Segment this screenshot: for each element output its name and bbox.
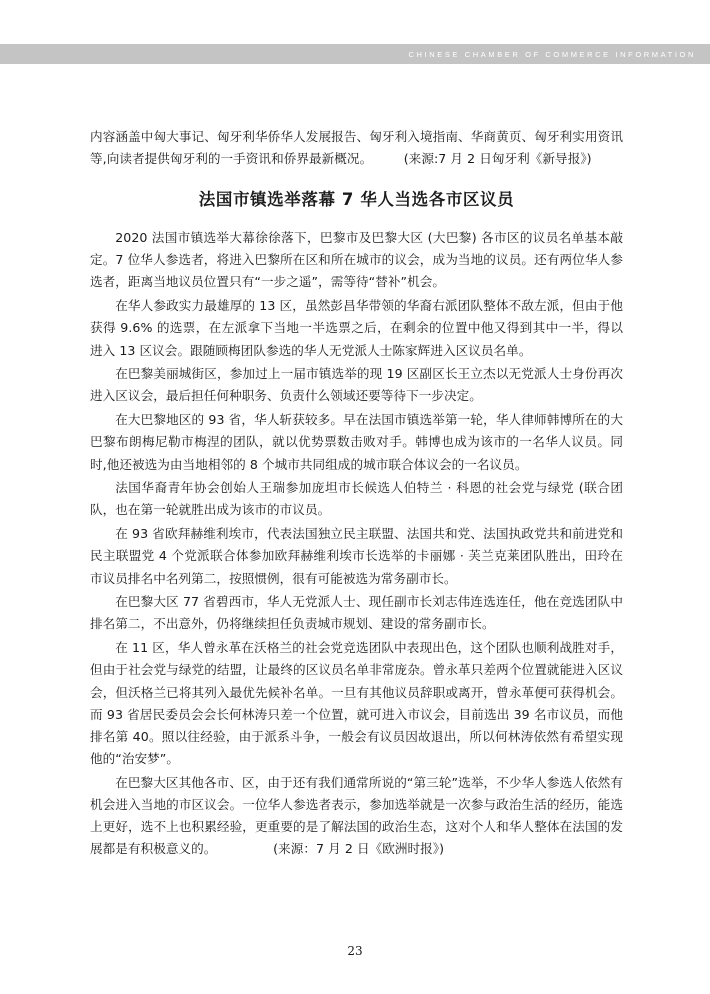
article-paragraph: 在巴黎大区 77 省碧西市，华人无党派人士、现任副市长刘志伟连选连任，他在竞选团队中排名第二，不出意外，仍将继续担任负责城市规划、建设的常务副市长。: [90, 594, 623, 632]
article-body: [90, 227, 623, 862]
article-paragraph-last: [90, 772, 623, 861]
article-paragraph: 法国华裔青年协会创始人王瑞参加庞坦市长候选人伯特兰 · 科恩的社会党与绿党 (联合团队，也在第一轮就胜出成为该市的市议员。: [90, 480, 623, 518]
publication-name: CHINESE CHAMBER OF COMMERCE INFORMATION: [408, 50, 696, 59]
intro-block: [90, 126, 623, 170]
article-paragraph: 2020 法国市镇选举大幕徐徐落下，巴黎市及巴黎大区 (大巴黎) 各市区的议员名单基本敲定。7 位华人参选者，将进入巴黎所在区和所在城市的议会，成为当地的议员。还有两位华人参选者，距离当地议员位置只有“一步之遥”，需等待“替补”机会。: [90, 230, 623, 290]
article-title: 法国市镇选举落幕 7 华人当选各市区议员: [198, 190, 515, 209]
article-paragraph: 在巴黎美丽城街区，参加过上一届市镇选举的现 19 区副区长王立杰以无党派人士身份再次进入区议会，最后担任何种职务、负责什么领域还要等待下一步决定。: [90, 366, 623, 404]
article-paragraph-text: 在巴黎大区其他各市、区，由于还有我们通常所说的“第三轮”选举，不少华人参选人依然有机会进入当地的市区议会。一位华人参选者表示，参加选举就是一次参与政治生活的经历，能选上更好，选不上也积累经验，更重要的是了解法国的政治生态，这对个人和华人整体在法国的发展都是有积极意义的。: [90, 774, 623, 857]
intro-source: (来源:7 月 2 日匈牙利《新导报》): [403, 151, 592, 167]
article-paragraph: 在 93 省欧拜赫维利埃市，代表法国独立民主联盟、法国共和党、法国执政党共和前进党和民主联盟党 4 个党派联合体参加欧拜赫维利埃市长选举的卡丽娜 · 芙兰克莱团队胜出，田玲在市议员排名中名列第二，按照惯例，很有可能被选为常务副市长。: [90, 526, 623, 586]
intro-paragraph: [90, 126, 623, 170]
article-source: (来源：7 月 2 日《欧洲时报》): [273, 841, 445, 857]
article-paragraph: 在 11 区，华人曾永革在沃格兰的社会党竞选团队中表现出色，这个团队也顺利战胜对手，但由于社会党与绿党的结盟，让最终的区议员名单非常庞杂。曾永革只差两个位置就能进入区议会，但沃格兰已将其列入最优先候补名单。一旦有其他议员辞职或离开，曾永革便可获得机会。而 93 省居民委员会会长何林涛只差一个位置，就可进入市议会，目前选出 39 名市议员，而他排名第 40。照以往经验，由于派系斗争，一般会有议员因故退出，所以何林涛依然有希望实现他的“治安梦”。: [90, 640, 623, 767]
intro-text: 内容涵盖中匈大事记、匈牙利华侨华人发展报告、匈牙利入境指南、华商黄页、匈牙利实用资讯等,向读者提供匈牙利的一手资讯和侨界最新概况。: [90, 129, 623, 167]
article-paragraph: 在华人参政实力最雄厚的 13 区，虽然彭昌华带领的华裔右派团队整体不敌左派，但由于他获得 9.6% 的选票，在左派拿下当地一半选票之后，在剩余的位置中他又得到其中一半，得以进入 13 区议会。跟随顾梅团队参选的华人无党派人士陈家辉进入区议员名单。: [90, 298, 623, 358]
page-number: 23: [347, 944, 363, 958]
article-paragraph: 在大巴黎地区的 93 省，华人斩获较多。早在法国市镇选举第一轮，华人律师韩博所在的大巴黎布朗梅尼勒市梅涅的团队，就以优势票数击败对手。韩博也成为该市的一名华人议员。同时,他还被选为由当地相邻的 8 个城市共同组成的城市联合体议会的一名议员。: [90, 412, 623, 472]
